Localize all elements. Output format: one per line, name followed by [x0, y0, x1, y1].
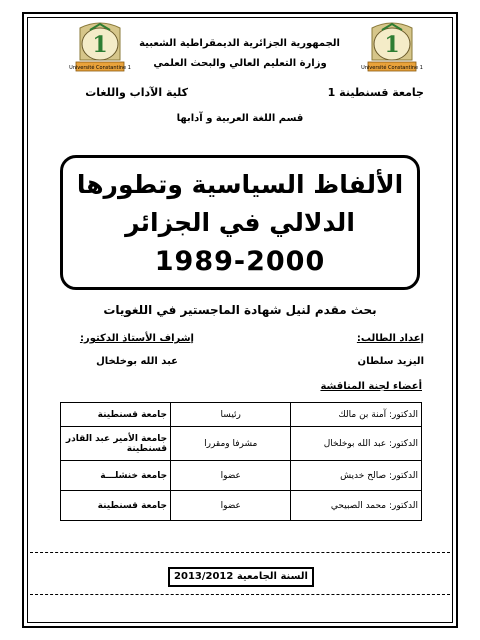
ministry-name: وزارة التعليم العالي والبحث العلمي — [153, 58, 327, 69]
republic-name: الجمهورية الجزائرية الديمقراطية الشعبية — [139, 38, 340, 49]
committee-member-role: عضوا — [171, 461, 291, 491]
svg-text:1: 1 — [384, 32, 400, 58]
separator-line-top — [30, 552, 450, 553]
faculty-name: كلية الآداب واللغات — [85, 86, 188, 99]
svg-text:1: 1 — [92, 32, 108, 58]
table-row — [61, 491, 422, 521]
committee-table — [60, 402, 422, 521]
separator-line-bottom — [30, 594, 450, 595]
department-name: قسم اللغة العربية و آدابها — [176, 113, 304, 124]
thesis-subtitle: بحث مقدم لنيل شهادة الماجستير في اللغويات — [103, 303, 377, 317]
committee-member-university: جامعة خنشلـــة — [61, 461, 171, 491]
table-row — [61, 403, 422, 427]
academic-year-box: السنة الجامعية 2013/2012 — [168, 567, 314, 587]
university-logo-right — [358, 20, 426, 84]
committee-member-university: جامعة الأمير عبد القادر قسنطينة — [61, 427, 171, 461]
committee-member-role: مشرفا ومقررا — [171, 427, 291, 461]
supervisor-label: إشراف الأستاذ الدكتور: — [79, 333, 194, 344]
committee-member-name: الدكتور: آمنة بن مالك — [291, 403, 422, 427]
thesis-title-years: 1989-2000 — [154, 246, 326, 277]
committee-member-name: الدكتور: محمد الصبيحي — [291, 491, 422, 521]
committee-member-university: جامعة قسنطينة — [61, 403, 171, 427]
university-name: جامعة قسنطينة 1 — [327, 86, 424, 99]
logo-caption-left: Université Constantine 1 — [69, 65, 131, 71]
student-label: إعداد الطالب: — [356, 333, 424, 344]
logo-caption-right: Université Constantine 1 — [361, 65, 423, 71]
committee-member-role: رئيسا — [171, 403, 291, 427]
supervisor-name: عبد الله بوخلخال — [96, 356, 178, 367]
committee-member-name: الدكتور: عبد الله بوخلخال — [291, 427, 422, 461]
university-logo-left — [66, 20, 134, 84]
student-name: اليزيد سلطان — [357, 356, 424, 367]
committee-label: أعضاء لجنة المناقشة — [320, 381, 422, 392]
table-row — [61, 461, 422, 491]
table-row — [61, 427, 422, 461]
committee-member-name: الدكتور: صالح خديش — [291, 461, 422, 491]
committee-member-role: عضوا — [171, 491, 291, 521]
thesis-title-box — [60, 155, 420, 290]
page-border-inner — [27, 17, 453, 623]
thesis-title-line-1: الألفاظ السياسية وتطورها — [76, 170, 404, 199]
committee-member-university: جامعة قسنطينة — [61, 491, 171, 521]
thesis-title-line-2: الدلالي في الجزائر — [125, 208, 355, 237]
